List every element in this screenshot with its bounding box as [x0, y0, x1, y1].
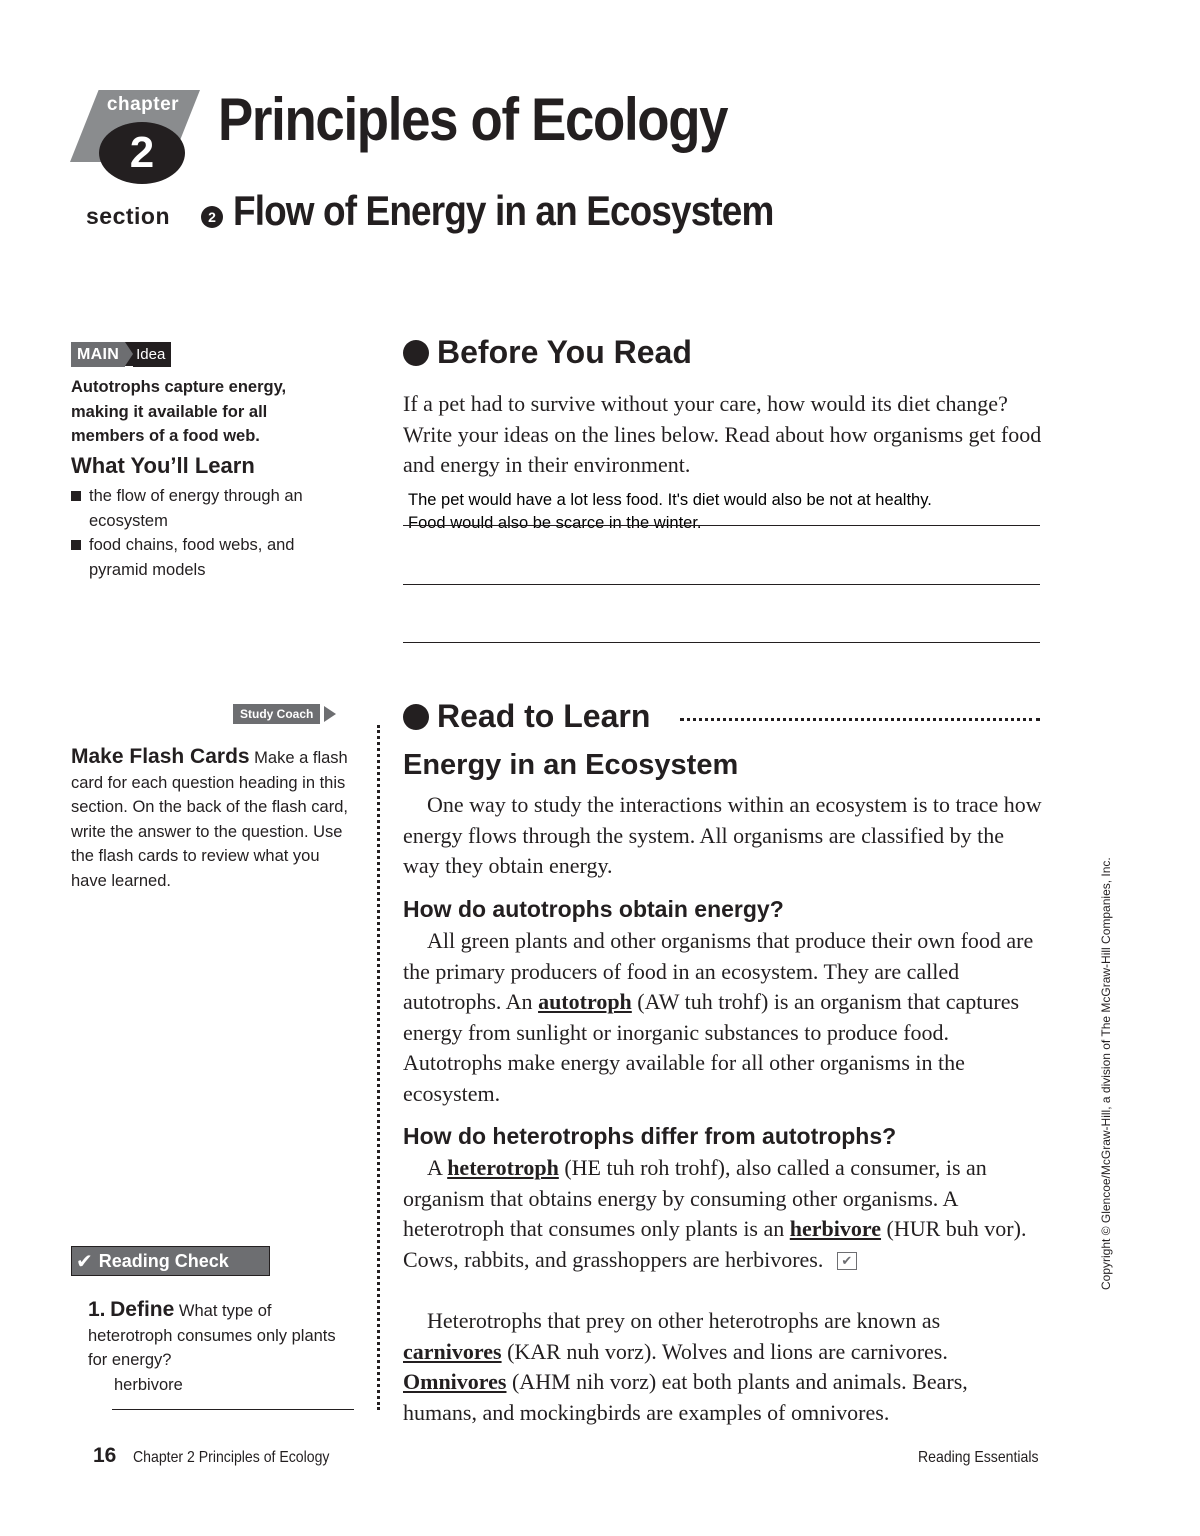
flash-cards-title: Make Flash Cards: [71, 745, 250, 768]
what-youll-learn-heading: What You’ll Learn: [71, 453, 255, 478]
reading-check-question: [88, 1298, 350, 1373]
question-answer[interactable]: herbivore: [114, 1376, 183, 1394]
intro-paragraph: One way to study the interactions within an ecosystem is to trace how energy flows through the system. All organisms are classified by the way they obtain energy.: [403, 792, 1042, 878]
copyright-notice: Copyright © Glencoe/McGraw-Hill, a division of The McGraw-Hill Companies, Inc.: [1099, 857, 1113, 1290]
question-heading-heterotrophs: How do heterotrophs differ from autotrophs?: [403, 1123, 897, 1149]
heterotrophs-paragraph: A heterotroph (HE tuh roh trohf), also called a consumer, is an organism that obtains energy by consuming other organisms. A heterotroph that consumes only plants is an herbivore (HUR buh vor). Cows, rabbits, and grasshoppers are herbivores. ✔: [403, 1155, 1027, 1272]
square-bullet-icon: [71, 491, 81, 501]
dotted-connector: [377, 725, 380, 1410]
checkmark-icon: ✔: [76, 1250, 93, 1273]
term-omnivores: Omnivores: [403, 1369, 507, 1394]
autotrophs-paragraph: All green plants and other organisms that produce their own food are the primary producers of food in an ecosystem. They are called autotrophs. An autotroph (AW tuh trohf) is an organism that captures energy from sunlight or inorganic substances to produce food. Autotrophs make energy available for all other organisms in the ecosystem.: [403, 928, 1034, 1106]
section-number: 2: [201, 206, 223, 228]
reading-check-badge: [71, 1246, 270, 1276]
section-label: section: [86, 203, 171, 229]
term-herbivore: herbivore: [789, 1216, 882, 1241]
before-you-read-heading: Before You Read: [403, 334, 692, 371]
before-you-read-prompt: If a pet had to survive without your care, how would its diet change? Write your ideas on the lines below. Read about how organisms get food and energy in their environment.: [403, 391, 1042, 477]
write-line: [403, 584, 1040, 585]
reading-check-label: Reading Check: [98, 1250, 229, 1271]
term-autotroph: autotroph: [538, 989, 632, 1014]
circle-bullet-icon: [403, 704, 429, 730]
question-text: What type of heterotroph consumes only plants for energy?: [88, 1302, 336, 1369]
section-title: Flow of Energy in an Ecosystem: [233, 187, 774, 234]
read-to-learn-heading: Read to Learn: [403, 698, 650, 735]
chapter-label: chapter: [106, 94, 180, 115]
list-item: food chains, food webs, and pyramid models: [71, 533, 356, 582]
question-heading-autotrophs: How do autotrophs obtain energy?: [403, 896, 784, 922]
answer-line: [112, 1409, 354, 1410]
main-idea-label-idea: Idea: [133, 342, 171, 367]
flash-cards-tip: [71, 745, 349, 893]
study-coach-badge: [233, 704, 336, 724]
chapter-number: 2: [99, 122, 185, 184]
main-idea-badge: [71, 342, 171, 367]
student-answer[interactable]: The pet would have a lot less food. It's diet would also be not at healthy. Food would also be scarce in the winter.: [408, 491, 932, 532]
footer-book-title: Reading Essentials: [918, 1449, 1039, 1466]
chevron-left-icon: [125, 342, 133, 366]
arrow-right-icon: [324, 706, 336, 722]
term-carnivores: carnivores: [403, 1338, 502, 1364]
list-item: the flow of energy through an ecosystem: [71, 484, 356, 533]
page-number: 16: [93, 1444, 117, 1467]
carnivores-paragraph: Heterotrophs that prey on other heterotrophs are known as carnivores (KAR nuh vorz). Wolves and lions are carnivores. Omnivores (AHM nih vorz) eat both plants and animals. Bears, humans, and mockingbirds are examples of omnivores.: [403, 1308, 968, 1425]
question-verb: Define: [110, 1298, 175, 1321]
learn-list: [71, 484, 356, 582]
flash-cards-text: Make a flash card for each question heading in this section. On the back of the flash card, write the answer to the question. Use the flash cards to review what you have learned.: [71, 749, 348, 890]
section-heading: Energy in an Ecosystem: [403, 749, 739, 781]
main-idea-text: Autotrophs capture energy, making it available for all members of a food web.: [71, 378, 287, 445]
square-bullet-icon: [71, 540, 81, 550]
chapter-title: Principles of Ecology: [218, 86, 728, 153]
term-heterotroph: heterotroph: [447, 1155, 559, 1180]
circle-bullet-icon: [403, 340, 429, 366]
write-line: [403, 642, 1040, 643]
study-coach-label: Study Coach: [233, 704, 320, 724]
write-line: [403, 525, 1040, 526]
main-idea-label-main: MAIN: [71, 342, 125, 367]
footer-chapter: Chapter 2 Principles of Ecology: [133, 1449, 330, 1466]
dotted-rule: [680, 718, 1040, 721]
reading-check-icon: ✔: [837, 1252, 857, 1270]
question-number: 1.: [88, 1298, 106, 1321]
